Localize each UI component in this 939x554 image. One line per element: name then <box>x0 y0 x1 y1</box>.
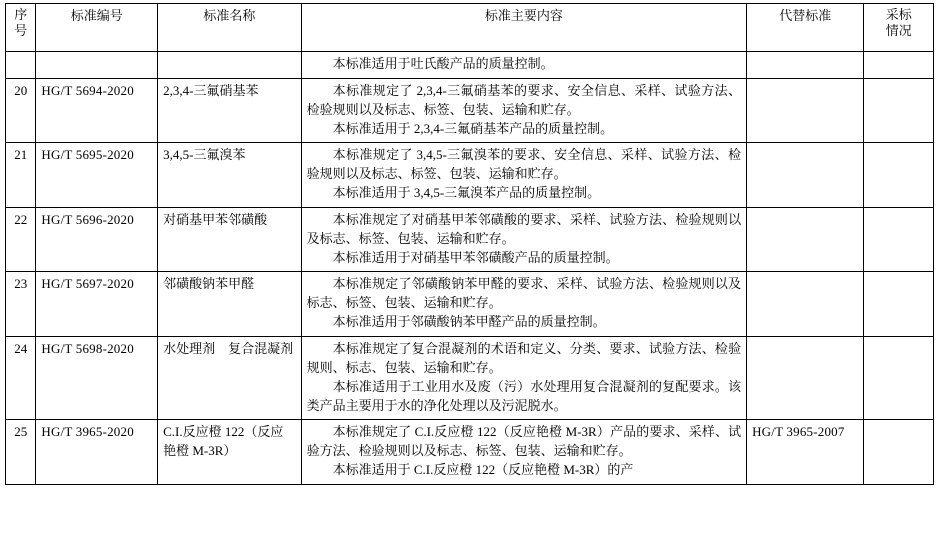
header-main-content: 标准主要内容 <box>301 4 747 52</box>
cell-standard-no: HG/T 3965-2020 <box>36 420 158 485</box>
content-paragraph: 本标准适用于邻磺酸钠苯甲醛产品的质量控制。 <box>332 314 606 330</box>
content-paragraph: 本标准适用于 2,3,4-三氟硝基苯产品的质量控制。 <box>332 120 614 136</box>
header-adoption-line1: 采标 <box>885 7 912 22</box>
cell-adoption <box>864 52 934 79</box>
content-paragraph: 本标准规定了 3,4,5-三氟溴苯的要求、安全信息、采样、试验方法、检验规则以及标志、标签、包装、运输和贮存。 <box>306 147 742 182</box>
content-paragraph: 本标准适用于 C.I.反应橙 122（反应艳橙 M-3R）的产 <box>332 462 634 478</box>
content-paragraph: 本标准规定了邻磺酸钠苯甲醛的要求、采样、试验方法、检验规则以及标志、标签、包装、运输和贮存。 <box>306 276 742 311</box>
cell-main-content <box>301 143 747 208</box>
cell-seq: 21 <box>6 143 36 208</box>
cell-replaced-standard <box>747 272 864 337</box>
cell-adoption <box>864 207 934 272</box>
cell-replaced-standard <box>747 52 864 79</box>
cell-standard-no: HG/T 5695-2020 <box>36 143 158 208</box>
cell-standard-no: HG/T 5694-2020 <box>36 78 158 143</box>
table-row <box>6 52 934 79</box>
header-adoption <box>864 4 934 52</box>
cell-standard-name: 3,4,5-三氟溴苯 <box>158 143 301 208</box>
cell-replaced-standard <box>747 207 864 272</box>
header-seq-line1: 序 <box>14 7 28 22</box>
cell-standard-no: HG/T 5697-2020 <box>36 272 158 337</box>
cell-adoption <box>864 78 934 143</box>
cell-adoption <box>864 143 934 208</box>
content-paragraph: 本标准适用于 3,4,5-三氟溴苯产品的质量控制。 <box>332 185 601 201</box>
cell-seq: 24 <box>6 336 36 419</box>
cell-standard-name: 邻磺酸钠苯甲醛 <box>158 272 301 337</box>
content-paragraph: 本标准规定了 C.I.反应橙 122（反应艳橙 M-3R）产品的要求、采样、试验方法、检验规则以及标志、标签、包装、运输和贮存。 <box>306 424 742 459</box>
cell-standard-name: 2,3,4-三氟硝基苯 <box>158 78 301 143</box>
content-paragraph: 本标准适用于吐氏酸产品的质量控制。 <box>332 56 554 71</box>
header-standard-no: 标准编号 <box>36 4 158 52</box>
cell-replaced-standard: HG/T 3965-2007 <box>747 420 864 485</box>
content-paragraph: 本标准规定了 2,3,4-三氟硝基苯的要求、安全信息、采样、试验方法、检验规则以及标志、标签、包装、运输和贮存。 <box>306 82 742 117</box>
cell-replaced-standard <box>747 336 864 419</box>
header-replaced-standard: 代替标准 <box>747 4 864 52</box>
header-seq <box>6 4 36 52</box>
header-adoption-line2: 情况 <box>885 23 912 39</box>
table-row <box>6 143 934 208</box>
table-row <box>6 336 934 419</box>
cell-main-content <box>301 52 747 79</box>
cell-seq <box>6 52 36 79</box>
table-row <box>6 272 934 337</box>
cell-standard-no <box>36 52 158 79</box>
cell-replaced-standard <box>747 78 864 143</box>
cell-main-content <box>301 420 747 485</box>
cell-seq: 22 <box>6 207 36 272</box>
cell-seq: 23 <box>6 272 36 337</box>
cell-standard-name: 水处理剂 复合混凝剂 <box>158 336 301 419</box>
cell-main-content <box>301 78 747 143</box>
table-row <box>6 207 934 272</box>
cell-adoption <box>864 336 934 419</box>
cell-adoption <box>864 272 934 337</box>
cell-standard-name: 对硝基甲苯邻磺酸 <box>158 207 301 272</box>
content-paragraph: 本标准适用于工业用水及废（污）水处理用复合混凝剂的复配要求。该类产品主要用于水的净化处理以及污泥脱水。 <box>306 378 742 413</box>
cell-main-content <box>301 207 747 272</box>
cell-standard-name: C.I.反应橙 122（反应艳橙 M-3R） <box>158 420 301 485</box>
cell-adoption <box>864 420 934 485</box>
table-row <box>6 420 934 485</box>
cell-main-content <box>301 336 747 419</box>
table-row <box>6 78 934 143</box>
content-paragraph: 本标准适用于对硝基甲苯邻磺酸产品的质量控制。 <box>332 249 619 265</box>
cell-seq: 25 <box>6 420 36 485</box>
header-standard-name: 标准名称 <box>158 4 301 52</box>
table-header-row <box>6 4 934 52</box>
cell-standard-no: HG/T 5696-2020 <box>36 207 158 272</box>
cell-replaced-standard <box>747 143 864 208</box>
header-seq-line2: 号 <box>14 23 28 39</box>
content-paragraph: 本标准规定了复合混凝剂的术语和定义、分类、要求、试验方法、检验规则、标志、包装、运输和贮存。 <box>306 340 742 375</box>
cell-seq: 20 <box>6 78 36 143</box>
cell-standard-no: HG/T 5698-2020 <box>36 336 158 419</box>
cell-main-content <box>301 272 747 337</box>
cell-standard-name <box>158 52 301 79</box>
content-paragraph: 本标准规定了对硝基甲苯邻磺酸的要求、采样、试验方法、检验规则以及标志、标签、包装、运输和贮存。 <box>306 211 742 246</box>
standards-table <box>5 3 934 485</box>
